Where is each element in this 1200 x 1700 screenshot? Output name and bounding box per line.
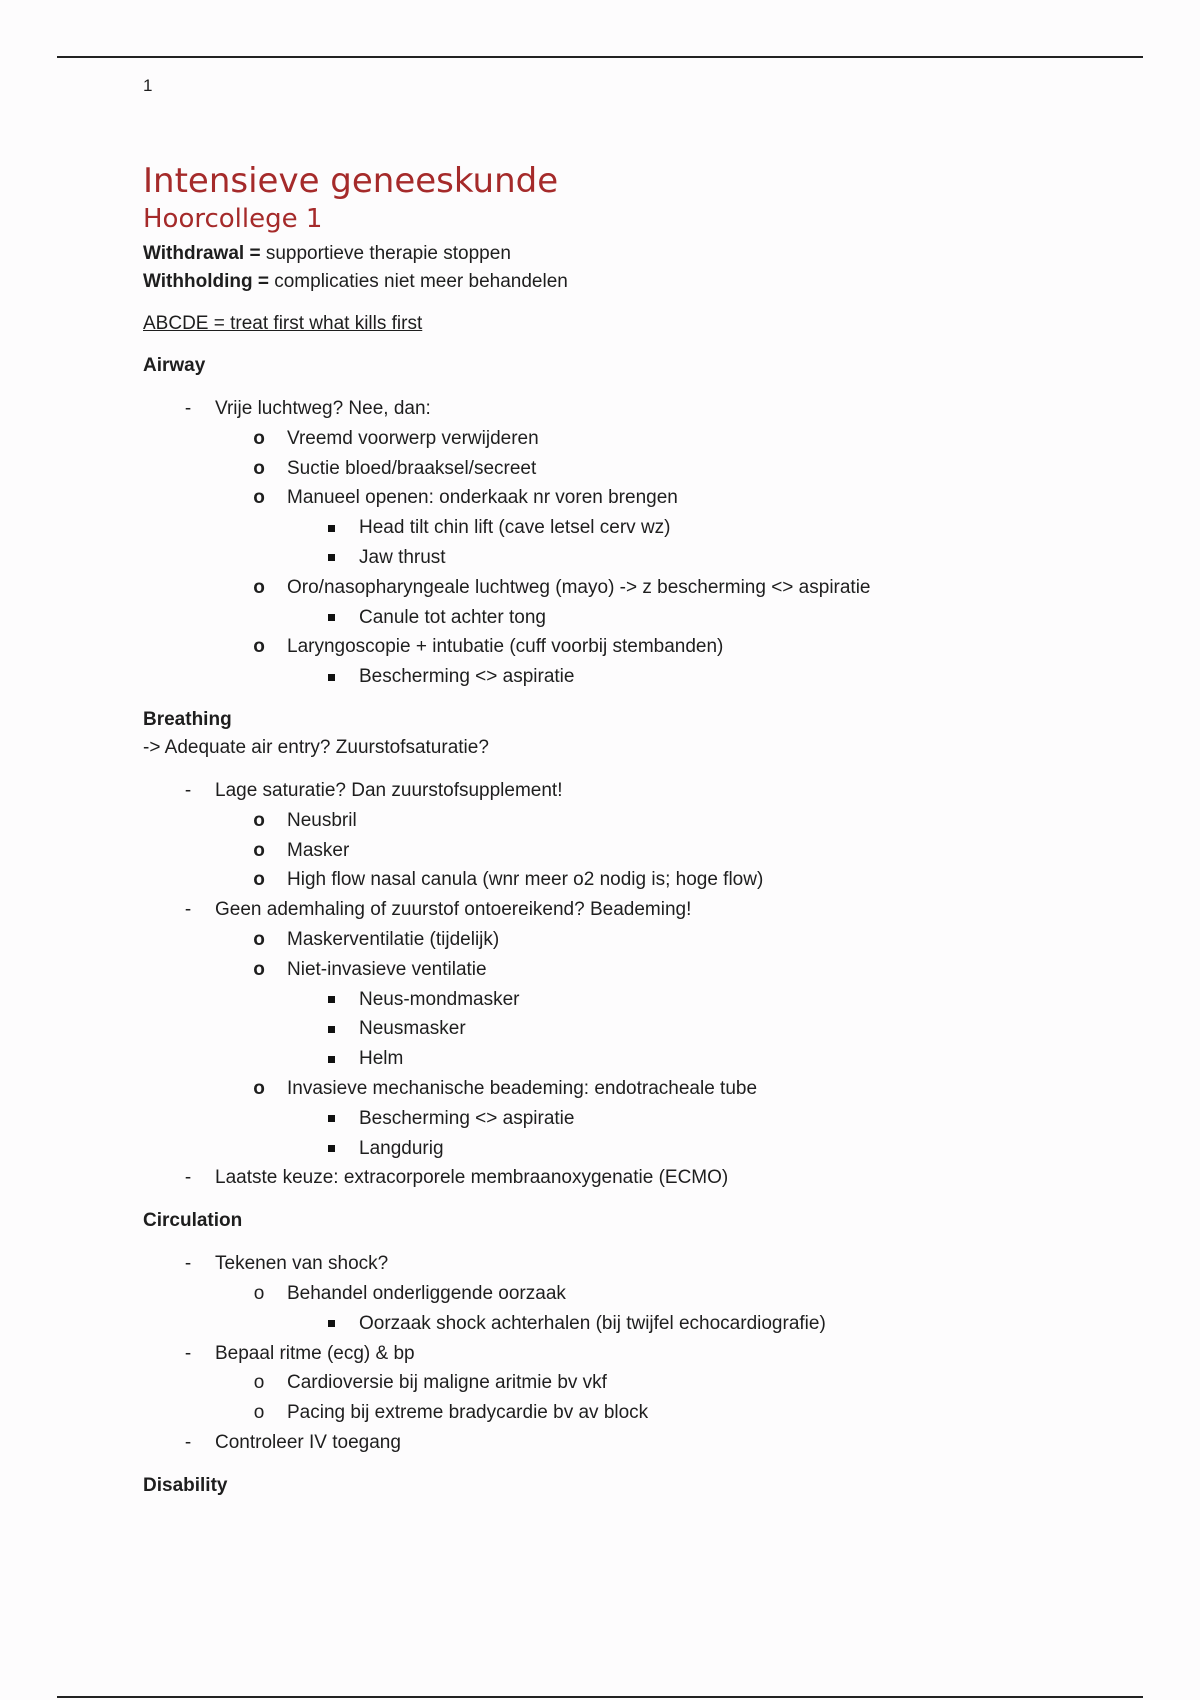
list-item: o Masker — [253, 839, 350, 861]
list-item: o Manueel openen: onderkaak nr voren brengen — [253, 487, 678, 509]
list-item: Neus-mondmasker — [143, 985, 1123, 1015]
document-body — [143, 160, 1123, 1500]
square-bullet-icon — [328, 996, 335, 1003]
list-item: o Neusbril — [253, 809, 357, 831]
square-bullet-icon — [328, 554, 335, 561]
list-item: - Vrije luchtweg? Nee, dan: — [184, 398, 431, 419]
list-item: Helm — [143, 1044, 1123, 1074]
list-item: o Behandel onderliggende oorzaak — [253, 1282, 566, 1304]
circulation-list — [143, 1249, 1123, 1458]
list-item: Bescherming <> aspiratie — [143, 1104, 1123, 1134]
breathing-heading: Breathing — [143, 708, 232, 730]
list-item: Jaw thrust — [143, 543, 1123, 573]
list-item: o Oro/nasopharyngeale luchtweg (mayo) -> z bescherming <> aspiratie — [253, 576, 871, 598]
abcde-line: ABCDE = treat first what kills first — [143, 313, 423, 334]
list-item: - Controleer IV toegang — [184, 1431, 401, 1453]
definition-withholding: Withholding = complicaties niet meer behandelen — [143, 271, 568, 292]
square-bullet-icon — [328, 1056, 335, 1063]
list-item: o Suctie bloed/braaksel/secreet — [253, 457, 537, 479]
page-title: Intensieve geneeskunde — [143, 161, 559, 201]
list-item: Neusmasker — [143, 1014, 1123, 1044]
list-item: Langdurig — [143, 1134, 1123, 1164]
list-item: - Geen ademhaling of zuurstof ontoereikend? Beademing! — [184, 899, 692, 921]
header-rule — [57, 56, 1143, 58]
list-item: - Bepaal ritme (ecg) & bp — [184, 1342, 415, 1364]
list-item: o Vreemd voorwerp verwijderen — [253, 427, 539, 449]
disability-heading: Disability — [143, 1474, 228, 1496]
list-item: Bescherming <> aspiratie — [143, 662, 1123, 692]
square-bullet-icon — [328, 1115, 335, 1122]
list-item: - Lage saturatie? Dan zuurstofsupplement! — [184, 779, 563, 801]
square-bullet-icon — [328, 1145, 335, 1152]
circulation-heading: Circulation — [143, 1210, 243, 1232]
square-bullet-icon — [328, 614, 335, 621]
definition-withdrawal: Withdrawal = supportieve therapie stoppen — [143, 243, 511, 264]
list-item: Oorzaak shock achterhalen (bij twijfel echocardiografie) — [143, 1309, 1123, 1339]
list-item: o Laryngoscopie + intubatie (cuff voorbij stembanden) — [253, 636, 724, 658]
breathing-list — [143, 776, 1123, 1193]
square-bullet-icon — [328, 1320, 335, 1327]
list-item: o Niet-invasieve ventilatie — [253, 958, 487, 980]
breathing-intro: -> Adequate air entry? Zuurstofsaturatie? — [143, 736, 489, 758]
list-item: o High flow nasal canula (wnr meer o2 nodig is; hoge flow) — [253, 869, 764, 891]
airway-heading: Airway — [143, 355, 206, 376]
list-item: - Tekenen van shock? — [184, 1253, 389, 1275]
list-item: Head tilt chin lift (cave letsel cerv wz) — [143, 513, 1123, 543]
list-item: - Laatste keuze: extracorporele membraanoxygenatie (ECMO) — [184, 1167, 729, 1189]
list-item: o Maskerventilatie (tijdelijk) — [253, 928, 500, 950]
footer-rule — [57, 1696, 1143, 1698]
square-bullet-icon — [328, 674, 335, 681]
list-item: o Pacing bij extreme bradycardie bv av block — [253, 1402, 649, 1424]
airway-list — [143, 394, 1123, 692]
list-item: Canule tot achter tong — [143, 603, 1123, 633]
list-item: o Invasieve mechanische beademing: endotracheale tube — [253, 1077, 758, 1099]
list-item: o Cardioversie bij maligne aritmie bv vkf — [253, 1372, 607, 1394]
page-subtitle: Hoorcollege 1 — [143, 204, 323, 234]
page-number: 1 — [143, 76, 153, 95]
square-bullet-icon — [328, 1026, 335, 1033]
square-bullet-icon — [328, 525, 335, 532]
